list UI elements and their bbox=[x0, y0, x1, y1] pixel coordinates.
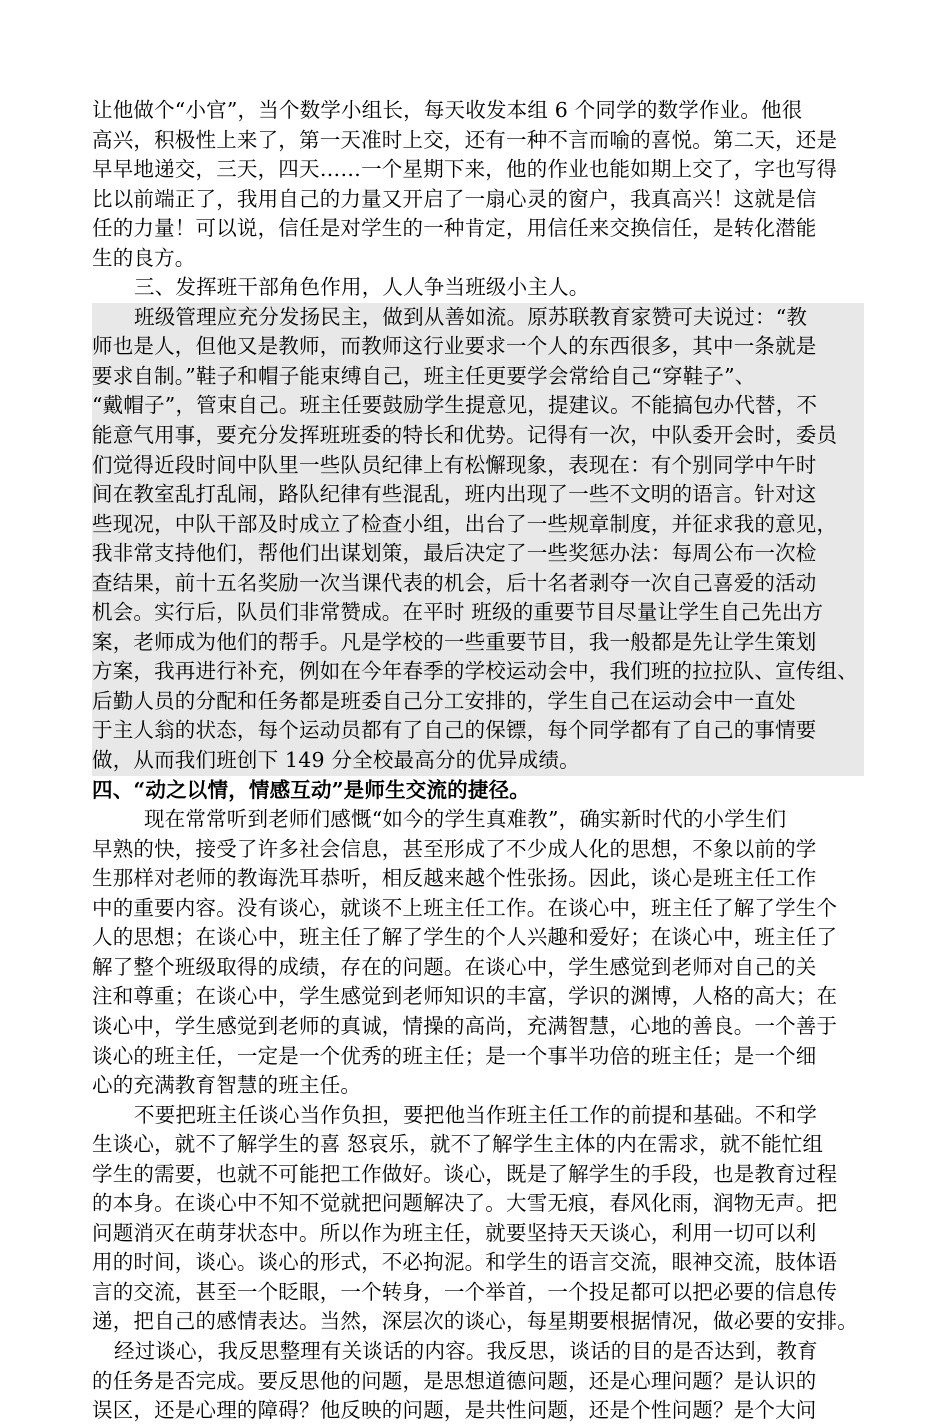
text-line: 经过谈心，我反思整理有关谈话的内容。我反思，谈话的目的是否达到，教育 bbox=[114, 1338, 818, 1363]
text-line: 方案，我再进行补充，例如在今年春季的学校运动会中，我们班的拉拉队、宣传组、 bbox=[92, 659, 858, 684]
text-line: 任的力量！可以说，信任是对学生的一种肯定，用信任来交换信任，是转化潜能 bbox=[92, 216, 817, 241]
paragraph-3 bbox=[92, 805, 864, 1100]
text-line: 误区，还是心理的障碍？他反映的问题，是共性问题，还是个性问题？是个大问 bbox=[92, 1398, 817, 1423]
text-line: “戴帽子”，管束自己。班主任要鼓励学生提意见，提建议。不能搞包办代替，不 bbox=[92, 393, 818, 418]
paragraph-2-highlighted bbox=[92, 303, 864, 776]
paragraph-5 bbox=[92, 1337, 864, 1426]
text-line: 谈心的班主任，一定是一个优秀的班主任；是一个事半功倍的班主任；是一个细 bbox=[92, 1043, 817, 1068]
paragraph-4 bbox=[92, 1101, 864, 1337]
text-line: 中的重要内容。没有谈心，就谈不上班主任工作。在谈心中，班主任了解了学生个 bbox=[92, 895, 838, 920]
text-line: 间在教室乱打乱闹，路队纪律有些混乱，班内出现了一些不文明的语言。针对这 bbox=[92, 482, 817, 507]
text-line: 不要把班主任谈心当作负担，要把他当作班主任工作的前提和基础。不和学 bbox=[134, 1102, 818, 1127]
text-line: 心的充满教育智慧的班主任。 bbox=[92, 1073, 362, 1098]
text-line: 谈心中，学生感觉到老师的真诚，情操的高尚，充满智慧，心地的善良。一个善于 bbox=[92, 1013, 838, 1038]
text-line: 的本身。在谈心中不知不觉就把问题解决了。大雪无痕，春风化雨，润物无声。把 bbox=[92, 1191, 838, 1216]
text-line: 让他做个“小官”，当个数学小组长，每天收发本组 6 个同学的数学作业。他很 bbox=[92, 98, 803, 122]
text-line: 的任务是否完成。要反思他的问题，是思想道德问题，还是心理问题？是认识的 bbox=[92, 1368, 817, 1393]
text-line: 做，从而我们班创下 149 分全校最高分的优异成绩。 bbox=[92, 748, 580, 773]
text-line: 生那样对老师的教诲洗耳恭听，相反越来越个性张扬。因此，谈心是班主任工作 bbox=[92, 866, 817, 891]
text-line: 现在常常听到老师们感慨“如今的学生真难教”，确实新时代的小学生们 bbox=[144, 807, 787, 832]
text-line: 学生的需要，也就不可能把工作做好。谈心，既是了解学生的手段，也是教育过程 bbox=[92, 1161, 838, 1186]
section-heading-4: 四、“动之以情，情感互动”是师生交流的捷径。 bbox=[92, 777, 530, 802]
text-line: 班级管理应充分发扬民主，做到从善如流。原苏联教育家赞可夫说过：“教 bbox=[134, 304, 808, 329]
text-line: 言的交流，甚至一个眨眼，一个转身，一个举首，一个投足都可以把必要的信息传 bbox=[92, 1279, 838, 1304]
text-line: 问题消灭在萌芽状态中。所以作为班主任，就要坚持天天谈心，利用一切可以利 bbox=[92, 1220, 817, 1245]
text-line: 生谈心，就不了解学生的喜 怒哀乐，就不了解学生主体的内在需求，就不能忙组 bbox=[92, 1132, 824, 1157]
document-page bbox=[92, 96, 864, 1426]
text-line: 于主人翁的状态，每个运动员都有了自己的保镖，每个同学都有了自己的事情要 bbox=[92, 718, 817, 743]
text-line: 案，老师成为他们的帮手。凡是学校的一些重要节目，我一般都是先让学生策划 bbox=[92, 629, 817, 654]
text-line: 递，把自己的感情表达。当然，深层次的谈心，每星期要根据情况，做必要的安排。 bbox=[92, 1309, 858, 1334]
text-line: 我非常支持他们，帮他们出谋划策，最后决定了一些奖惩办法：每周公布一次检 bbox=[92, 541, 817, 566]
text-line: 机会。实行后，队员们非常赞成。在平时 班级的重要节目尽量让学生自己先出方 bbox=[92, 600, 824, 625]
text-line: 人的思想；在谈心中，班主任了解了学生的个人兴趣和爱好；在谈心中，班主任了 bbox=[92, 925, 838, 950]
text-line: 生的良方。 bbox=[92, 245, 196, 270]
text-line: 解了整个班级取得的成绩，存在的问题。在谈心中，学生感觉到老师对自己的关 bbox=[92, 954, 817, 979]
text-line: 早早地递交，三天，四天……一个星期下来，他的作业也能如期上交了，字也写得 bbox=[92, 157, 838, 182]
text-line: 用的时间，谈心。谈心的形式，不必拘泥。和学生的语言交流，眼神交流，肢体语 bbox=[92, 1250, 838, 1275]
text-line: 比以前端正了，我用自己的力量又开启了一扇心灵的窗户，我真高兴！这就是信 bbox=[92, 186, 817, 211]
text-line: 早熟的快，接受了许多社会信息，甚至形成了不少成人化的思想，不象以前的学 bbox=[92, 836, 817, 861]
text-line: 后勤人员的分配和任务都是班委自己分工安排的，学生自己在运动会中一直处 bbox=[92, 688, 796, 713]
text-line: 师也是人，但他又是教师，而教师这行业要求一个人的东西很多，其中一条就是 bbox=[92, 334, 817, 359]
text-line: 注和尊重；在谈心中，学生感觉到老师知识的丰富，学识的渊博，人格的高大；在 bbox=[92, 984, 838, 1009]
text-line: 查结果，前十五名奖励一次当课代表的机会，后十名者剥夺一次自己喜爱的活动 bbox=[92, 570, 817, 595]
text-line: 高兴，积极性上来了，第一天准时上交，还有一种不言而喻的喜悦。第二天，还是 bbox=[92, 127, 838, 152]
paragraph-1 bbox=[92, 96, 864, 273]
text-line: 能意气用事，要充分发挥班班委的特长和优势。记得有一次，中队委开会时，委员 bbox=[92, 423, 838, 448]
section-heading-3: 三、发挥班干部角色作用，人人争当班级小主人。 bbox=[134, 275, 590, 300]
text-line: 们觉得近段时间中队里一些队员纪律上有松懈现象，表现在：有个别同学中午时 bbox=[92, 452, 817, 477]
text-line: 要求自制。”鞋子和帽子能束缚自己，班主任更要学会常给自己“穿鞋子”、 bbox=[92, 363, 756, 388]
text-line: 些现况，中队干部及时成立了检查小组，出台了一些规章制度，并征求我的意见， bbox=[92, 511, 838, 536]
